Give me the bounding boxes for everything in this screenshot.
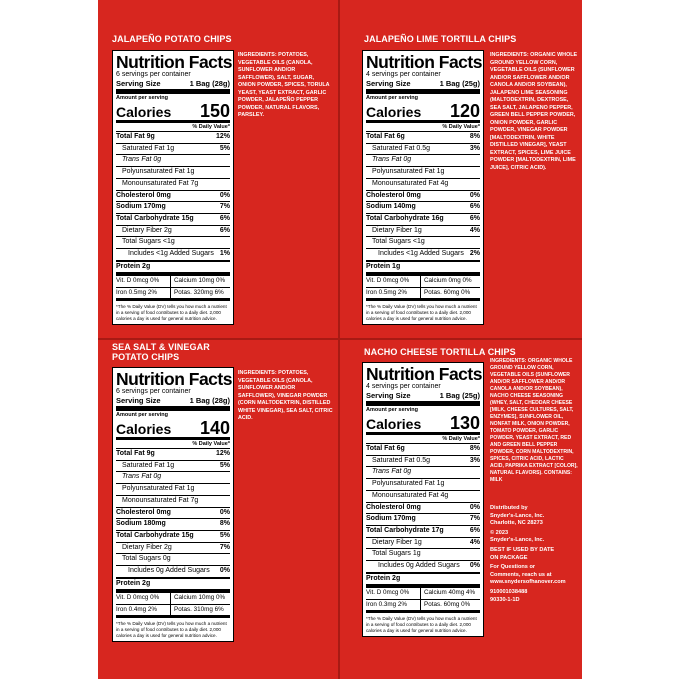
nutrition-facts-label xyxy=(112,50,234,325)
nutrient-row: Total Sugars 1g xyxy=(366,549,480,561)
vitamin-row: Iron 0.3mg 2% Potas. 60mg 0% xyxy=(366,600,480,614)
amount-per-serving: Amount per serving xyxy=(116,412,168,418)
nutrient-row: Polyunsaturated Fat 1g xyxy=(366,479,480,491)
servings-per-container: 4 servings per container xyxy=(366,383,441,390)
calories-value: 150 xyxy=(199,101,230,121)
distributor-info xyxy=(490,505,578,606)
serving-size-label: Serving Size xyxy=(116,79,161,88)
contact-block xyxy=(490,564,578,587)
best-by-line2: ON PACKAGE xyxy=(490,554,528,561)
nutrition-facts-heading: Nutrition Facts xyxy=(366,364,482,384)
nutrition-facts-heading: Nutrition Facts xyxy=(116,369,232,389)
nutrient-row: Total Sugars <1g xyxy=(366,237,480,249)
nutrient-row: Includes <1g Added Sugars 2% xyxy=(366,249,480,262)
servings-per-container: 4 servings per container xyxy=(366,71,441,78)
distributor-name: Snyder's-Lance, Inc. xyxy=(490,512,545,519)
fold-seam-horizontal xyxy=(98,338,582,340)
nutrient-row: Cholesterol 0mg 0% xyxy=(116,508,230,520)
calories-label: Calories xyxy=(366,416,422,432)
nutrient-row: Total Fat 9g 12% xyxy=(116,132,230,144)
daily-value-header: % Daily Value* xyxy=(116,440,230,449)
daily-value-header: % Daily Value* xyxy=(366,435,480,444)
nutrient-row: Trans Fat 0g xyxy=(366,155,480,167)
amount-per-serving: Amount per serving xyxy=(366,407,418,413)
nutrient-row: Protein 2g xyxy=(366,574,480,589)
calories-label: Calories xyxy=(116,104,172,120)
nutrient-row: Dietary Fiber 1g 4% xyxy=(366,226,480,238)
vitamin-row: Iron 0.5mg 2% Potas. 320mg 6% xyxy=(116,288,230,302)
amount-per-serving: Amount per serving xyxy=(116,95,168,101)
panel-nacho-cheese-tortilla-chips xyxy=(340,340,582,679)
distributor-address: Charlotte, NC 28273 xyxy=(490,520,543,527)
copyright-block xyxy=(490,530,578,545)
nutrient-row: Total Carbohydrate 15g 5% xyxy=(116,531,230,543)
nutrient-row: Saturated Fat 0.5g 3% xyxy=(366,456,480,468)
nutrient-row: Dietary Fiber 1g 4% xyxy=(366,538,480,550)
vitamin-row: Vit. D 0mcg 0% Calcium 0mg 0% xyxy=(366,276,480,288)
serving-size-label: Serving Size xyxy=(116,396,161,405)
calories-value: 140 xyxy=(199,418,230,438)
nutrient-row: Dietary Fiber 2g 6% xyxy=(116,226,230,238)
panel-jalapeno-potato-chips xyxy=(98,0,338,338)
nutrient-row: Trans Fat 0g xyxy=(116,472,230,484)
serving-size-label: Serving Size xyxy=(366,79,411,88)
calories-row xyxy=(366,102,480,123)
panel-jalapeno-lime-tortilla-chips xyxy=(340,0,582,338)
nutrient-row: Monounsaturated Fat 4g xyxy=(366,179,480,191)
vitamin-row: Iron 0.5mg 2% Potas. 60mg 0% xyxy=(366,288,480,302)
serving-size-row xyxy=(366,391,480,406)
nutrient-row: Includes 0g Added Sugars 0% xyxy=(366,561,480,574)
best-by-block xyxy=(490,547,578,562)
calories-row xyxy=(116,419,230,440)
calories-value: 130 xyxy=(449,413,480,433)
nutrient-row: Protein 2g xyxy=(116,579,230,594)
serving-size-row xyxy=(116,79,230,94)
copyright-year: © 2023 xyxy=(490,529,509,536)
vitamin-row: Vit. D 0mcg 0% Calcium 10mg 0% xyxy=(116,276,230,288)
nutrient-row: Sodium 180mg 8% xyxy=(116,519,230,531)
ingredients-list: INGREDIENTS: POTATOES, VEGETABLE OILS (CANOLA, SUNFLOWER AND/OR SAFFLOWER), VINEGAR POWDER (CORN MALTODEXTRIN, DISTILLED WHITE VINEGAR), SEA SALT, CITRIC ACID. xyxy=(238,370,333,421)
calories-row xyxy=(116,102,230,123)
nutrient-row: Polyunsaturated Fat 1g xyxy=(116,484,230,496)
vitamin-row: Iron 0.4mg 2% Potas. 310mg 6% xyxy=(116,605,230,619)
daily-value-header: % Daily Value* xyxy=(366,123,480,132)
nutrient-row: Total Carbohydrate 17g 6% xyxy=(366,526,480,538)
serving-size-value: 1 Bag (25g) xyxy=(439,79,480,88)
code-block xyxy=(490,589,578,604)
nutrient-row: Includes <1g Added Sugars 1% xyxy=(116,249,230,262)
daily-value-footnote: *The % Daily Value (DV) tells you how much a nutrient in a serving of food contributes to a daily diet. 2,000 calories a day is used for general nutrition advice. xyxy=(366,304,477,322)
product-title: NACHO CHEESE TORTILLA CHIPS xyxy=(364,347,516,357)
lot-code: 90330-1-1D xyxy=(490,596,520,603)
nutrient-row: Cholesterol 0mg 0% xyxy=(366,503,480,515)
nutrient-row: Sodium 170mg 7% xyxy=(116,202,230,214)
calories-label: Calories xyxy=(116,421,172,437)
contact-website: www.snydersofhanover.com xyxy=(490,579,566,586)
servings-per-container: 6 servings per container xyxy=(116,388,191,395)
nutrient-row: Trans Fat 0g xyxy=(116,155,230,167)
nutrient-row: Total Carbohydrate 16g 6% xyxy=(366,214,480,226)
nutrient-row: Total Carbohydrate 15g 6% xyxy=(116,214,230,226)
best-by-line1: BEST IF USED BY DATE xyxy=(490,546,555,553)
nutrient-row: Sodium 170mg 7% xyxy=(366,514,480,526)
serving-size-value: 1 Bag (25g) xyxy=(439,391,480,400)
product-title: JALAPEÑO LIME TORTILLA CHIPS xyxy=(364,34,517,44)
distributed-by: Distributed by xyxy=(490,505,528,511)
nutrition-facts-heading: Nutrition Facts xyxy=(366,52,482,72)
nutrient-row: Total Sugars <1g xyxy=(116,237,230,249)
daily-value-header: % Daily Value* xyxy=(116,123,230,132)
ingredients-list: INGREDIENTS: ORGANIC WHOLE GROUND YELLOW CORN, VEGETABLE OILS (SUNFLOWER AND/OR SAFFLOWER AND/OR CANOLA AND/OR SOYBEAN), NACHO CHEESE SEASONING (WHEY, SALT, CHEDDAR CHEESE [MILK, CHEESE CULTURES, SALT, ENZYMES], SUNFLOWER OIL, NONFAT MILK, ONION POWDER, TOMATO POWDER, GARLIC POWDER, YEAST EXTRACT, RED AND GREEN BELL PEPPER POWDER, CORN MALTODEXTRIN, SPICES, CITRIC ACID, LACTIC ACID, PAPRIKA EXTRACT [COLOR], NATURAL FLAVORS). CONTAINS: MILK xyxy=(490,358,578,483)
nutrient-row: Polyunsaturated Fat 1g xyxy=(116,167,230,179)
serving-size-row xyxy=(366,79,480,94)
nutrient-row: Cholesterol 0mg 0% xyxy=(116,191,230,203)
nutrient-row: Protein 1g xyxy=(366,262,480,277)
nutrition-facts-label xyxy=(362,362,484,637)
amount-per-serving: Amount per serving xyxy=(366,95,418,101)
nutrient-row: Total Fat 6g 8% xyxy=(366,132,480,144)
serving-size-value: 1 Bag (28g) xyxy=(189,79,230,88)
nutrient-row: Cholesterol 0mg 0% xyxy=(366,191,480,203)
panel-sea-salt-vinegar-potato-chips xyxy=(98,340,338,679)
product-code: 910001038488 xyxy=(490,588,528,595)
nutrient-row: Monounsaturated Fat 7g xyxy=(116,496,230,508)
nutrient-row: Includes 0g Added Sugars 0% xyxy=(116,566,230,579)
nutrition-facts-label xyxy=(362,50,484,325)
nutrition-facts-heading: Nutrition Facts xyxy=(116,52,232,72)
ingredients-list: INGREDIENTS: POTATOES, VEGETABLE OILS (CANOLA, SUNFLOWER AND/OR SAFFLOWER), SALT, SUGAR, ONION POWDER, SPICES, TORULA YEAST, YEAST EXTRACT, GARLIC POWDER, JALAPEÑO PEPPER POWDER, NATURAL FLAVORS, PARSLEY. xyxy=(238,52,330,118)
nutrient-row: Total Fat 6g 8% xyxy=(366,444,480,456)
distributor-block xyxy=(490,505,578,528)
nutrition-facts-label xyxy=(112,367,234,642)
nutrient-row: Total Sugars 0g xyxy=(116,554,230,566)
servings-per-container: 6 servings per container xyxy=(116,71,191,78)
daily-value-footnote: *The % Daily Value (DV) tells you how much a nutrient in a serving of food contributes to a daily diet. 2,000 calories a day is used for general nutrition advice. xyxy=(366,616,477,634)
nutrient-row: Dietary Fiber 2g 7% xyxy=(116,543,230,555)
nutrient-row: Polyunsaturated Fat 1g xyxy=(366,167,480,179)
daily-value-footnote: *The % Daily Value (DV) tells you how much a nutrient in a serving of food contributes to a daily diet. 2,000 calories a day is used for general nutrition advice. xyxy=(116,304,227,322)
serving-size-row xyxy=(116,396,230,411)
contact-line1: For Questions or xyxy=(490,564,536,571)
vitamin-row: Vit. D 0mcg 0% Calcium 10mg 0% xyxy=(116,593,230,605)
nutrient-row: Saturated Fat 1g 5% xyxy=(116,144,230,156)
calories-label: Calories xyxy=(366,104,422,120)
nutrient-row: Trans Fat 0g xyxy=(366,467,480,479)
contact-line2: Comments, reach us at xyxy=(490,571,552,578)
nutrient-row: Protein 2g xyxy=(116,262,230,277)
product-title: JALAPEÑO POTATO CHIPS xyxy=(112,34,232,44)
nutrient-row: Total Fat 9g 12% xyxy=(116,449,230,461)
vitamin-row: Vit. D 0mcg 0% Calcium 40mg 4% xyxy=(366,588,480,600)
serving-size-value: 1 Bag (28g) xyxy=(189,396,230,405)
serving-size-label: Serving Size xyxy=(366,391,411,400)
nutrient-row: Sodium 140mg 6% xyxy=(366,202,480,214)
calories-row xyxy=(366,414,480,435)
nutrient-row: Saturated Fat 1g 5% xyxy=(116,461,230,473)
ingredients-list: INGREDIENTS: ORGANIC WHOLE GROUND YELLOW CORN, VEGETABLE OILS (SUNFLOWER AND/OR SAFFLOWER AND/OR CANOLA AND/OR SOYBEAN), JALAPENO LIME SEASONING (MALTODEXTRIN, DEXTROSE, SEA SALT, JALAPENO PEPPER, GREEN BELL PEPPER POWDER, ONION POWDER, GARLIC POWDER, VINEGAR POWDER [MALTODEXTRIN, WHITE DISTILLED VINEGAR], YEAST EXTRACT, SPICES, LIME JUICE POWDER [MALTODEXTRIN, LIME JUICE], CITRIC ACID). xyxy=(490,52,578,171)
nutrient-row: Monounsaturated Fat 7g xyxy=(116,179,230,191)
nutrient-row: Monounsaturated Fat 4g xyxy=(366,491,480,503)
calories-value: 120 xyxy=(449,101,480,121)
daily-value-footnote: *The % Daily Value (DV) tells you how much a nutrient in a serving of food contributes to a daily diet. 2,000 calories a day is used for general nutrition advice. xyxy=(116,621,227,639)
nutrient-row: Saturated Fat 0.5g 3% xyxy=(366,144,480,156)
copyright-holder: Snyder's-Lance, Inc. xyxy=(490,537,545,544)
product-title: SEA SALT & VINEGAR POTATO CHIPS xyxy=(112,342,210,362)
